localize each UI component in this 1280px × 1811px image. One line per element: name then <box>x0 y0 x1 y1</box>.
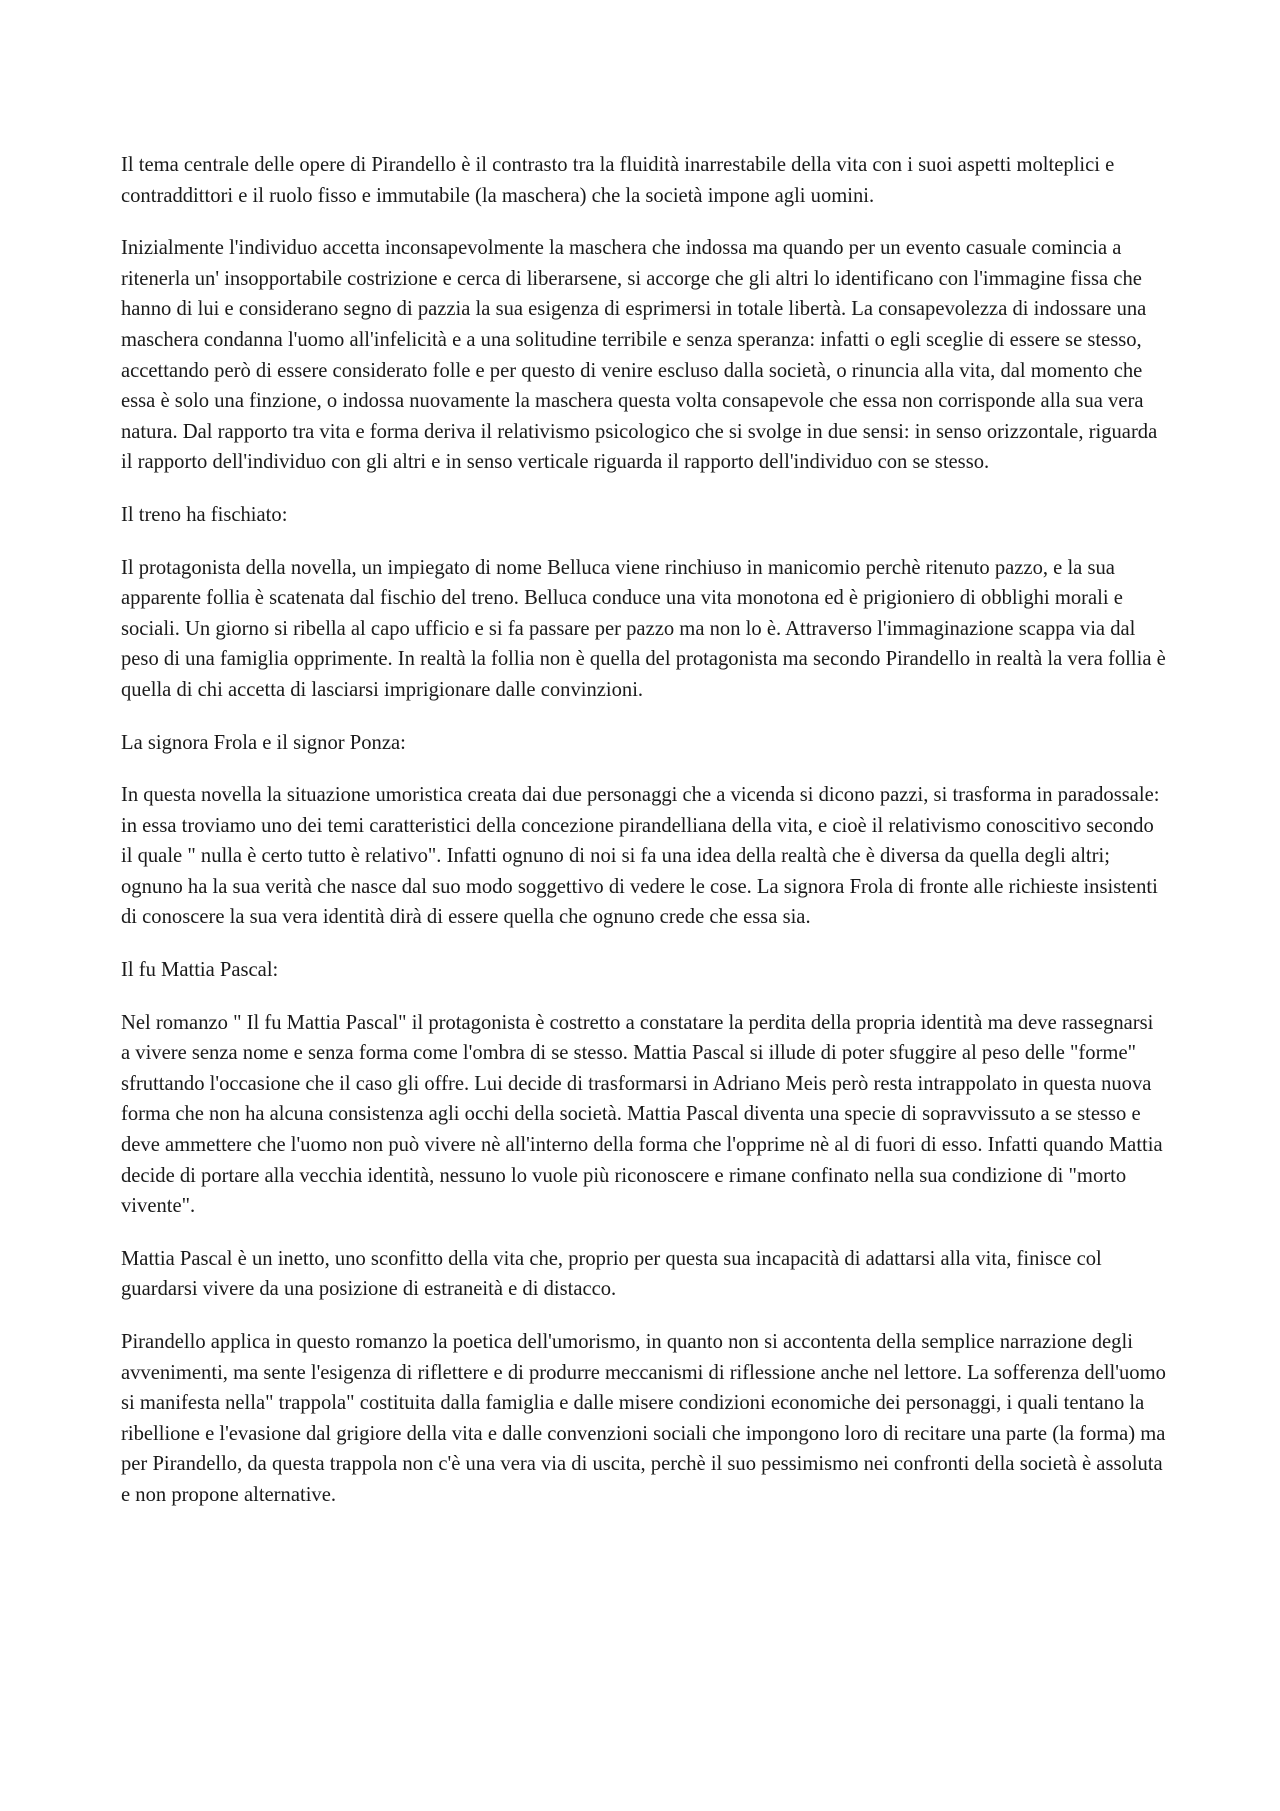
paragraph-inetto: Mattia Pascal è un inetto, uno sconfitto della vita che, proprio per questa sua incapacità di adattarsi alla vita, finisce col guardarsi vivere da una posizione di estraneità e di distacco. <box>121 1247 1102 1301</box>
paragraph-intro: Il tema centrale delle opere di Pirandello è il contrasto tra la fluidità inarrestabile della vita con i suoi aspetti molteplici e contraddittori e il ruolo fisso e immutabile (la maschera) che la società impone agli uomini. <box>121 154 1115 207</box>
heading-il-treno-ha-fischiato: Il treno ha fischiato: <box>121 503 288 526</box>
heading-fu-mattia-pascal: Il fu Mattia Pascal: <box>121 959 279 982</box>
paragraph-frola: In questa novella la situazione umoristica creata dai due personaggi che a vicenda si dicono pazzi, si trasforma in paradossale: in essa troviamo uno dei temi caratteristici della concezione pirandelliana della vita, e cioè il relativismo conoscitivo secondo il quale " nulla è certo tutto è relativo". Infatti ognuno di noi si fa una idea della realtà che è diversa da quella degli altri; ognuno ha la sua verità che nasce dal suo modo soggettivo di vedere le cose. La signora Frola di fronte alle richieste insistenti di conoscere la sua vera identità dirà di essere quella che ognuno crede che essa sia. <box>121 784 1160 929</box>
paragraph-mattia-pascal: Nel romanzo " Il fu Mattia Pascal" il protagonista è costretto a constatare la perdita della propria identità ma deve rassegnarsi a vivere senza nome e senza forma come l'ombra di se stesso. Mattia Pascal si illude di poter sfuggire al peso delle "forme" sfruttando l'occasione che il caso gli offre. Lui decide di trasformarsi in Adriano Meis però resta intrappolato in questa nuova forma che non ha alcuna consistenza agli occhi della società. Mattia Pascal diventa una specie di sopravvissuto a se stesso e deve ammettere che l'uomo non può vivere nè all'interno della forma che l'opprime nè al di fuori di esso. Infatti quando Mattia decide di portare alla vecchia identità, nessuno lo vuole più riconoscere e rimane confinato nella sua condizione di "morto vivente". <box>121 1011 1163 1218</box>
paragraph-belluca: Il protagonista della novella, un impiegato di nome Belluca viene rinchiuso in manicomio perchè ritenuto pazzo, e la sua apparente follia è scatenata dal fischio del treno. Belluca conduce una vita monotona ed è prigioniero di obblighi morali e sociali. Un giorno si ribella al capo ufficio e si fa passare per pazzo ma non lo è. Attraverso l'immaginazione scappa via dal peso di una famiglia opprimente. In realtà la follia non è quella del protagonista ma secondo Pirandello in realtà la vera follia è quella di chi accetta di lasciarsi imprigionare dalle convinzioni. <box>121 556 1166 701</box>
paragraph-maschera: Inizialmente l'individuo accetta inconsapevolmente la maschera che indossa ma quando per un evento casuale comincia a ritenerla un' insopportabile costrizione e cerca di liberarsene, si accorge che gli altri lo identificano con l'immagine fissa che hanno di lui e considerano segno di pazzia la sua esigenza di esprimersi in totale libertà. La consapevolezza di indossare una maschera condanna l'uomo all'infelicità e a una solitudine terribile e senza speranza: infatti o egli sceglie di essere se stesso, accettando però di essere considerato folle e per questo di venire escluso dalla società, o rinuncia alla vita, dal momento che essa è solo una finzione, o indossa nuovamente la maschera questa volta consapevole che essa non corrisponde alla sua vera natura. Dal rapporto tra vita e forma deriva il relativismo psicologico che si svolge in due sensi: in senso orizzontale, riguarda il rapporto dell'individuo con gli altri e in senso verticale riguarda il rapporto dell'individuo con se stesso. <box>121 237 1158 474</box>
heading-signora-frola: La signora Frola e il signor Ponza: <box>121 731 406 754</box>
document-page <box>121 150 1166 1533</box>
paragraph-umorismo: Pirandello applica in questo romanzo la poetica dell'umorismo, in quanto non si accontenta della semplice narrazione degli avvenimenti, ma sente l'esigenza di riflettere e di produrre meccanismi di riflessione anche nel lettore. La sofferenza dell'uomo si manifesta nella" trappola" costituita dalla famiglia e dalle misere condizioni economiche dei personaggi, i quali tentano la ribellione e l'evasione dal grigiore della vita e dalle convenzioni sociali che impongono loro di recitare una parte (la forma) ma per Pirandello, da questa trappola non c'è una vera via di uscita, perchè il suo pessimismo nei confronti della società è assoluta e non propone alternative. <box>121 1331 1166 1506</box>
